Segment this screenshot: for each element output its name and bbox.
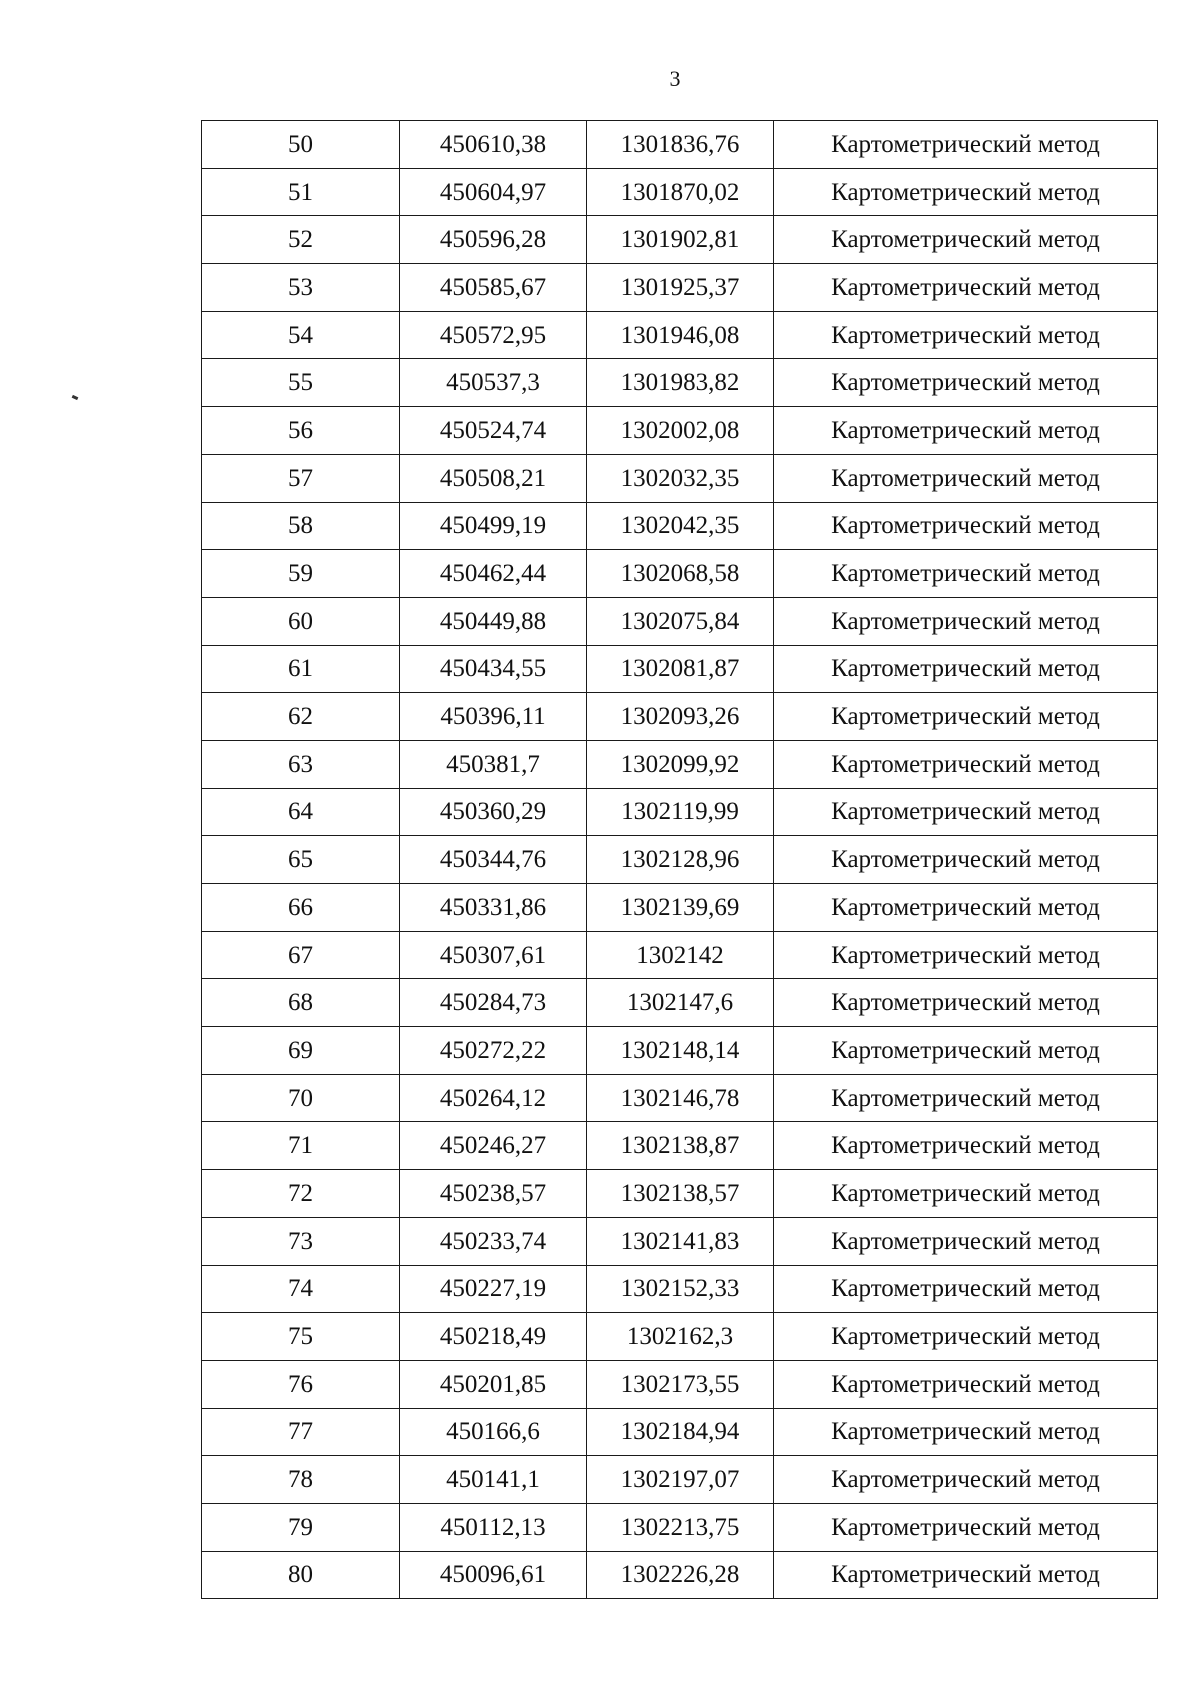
table-row bbox=[202, 1360, 1158, 1408]
x-coordinate-cell: 450604,97 bbox=[400, 168, 587, 216]
method-cell: Картометрический метод bbox=[774, 502, 1158, 550]
y-coordinate-cell: 1302142 bbox=[587, 931, 774, 979]
y-coordinate-cell: 1301925,37 bbox=[587, 264, 774, 312]
y-coordinate-cell: 1302147,6 bbox=[587, 979, 774, 1027]
x-coordinate-cell: 450264,12 bbox=[400, 1074, 587, 1122]
page-number: 3 bbox=[669, 66, 681, 91]
point-number-cell: 66 bbox=[202, 884, 400, 932]
x-coordinate-cell: 450449,88 bbox=[400, 597, 587, 645]
y-coordinate-cell: 1301870,02 bbox=[587, 168, 774, 216]
point-number-cell: 57 bbox=[202, 454, 400, 502]
table-row bbox=[202, 1265, 1158, 1313]
x-coordinate-cell: 450381,7 bbox=[400, 740, 587, 788]
point-number-cell: 56 bbox=[202, 407, 400, 455]
table-row bbox=[202, 550, 1158, 598]
point-number-cell: 78 bbox=[202, 1456, 400, 1504]
point-number-cell: 64 bbox=[202, 788, 400, 836]
y-coordinate-cell: 1302148,14 bbox=[587, 1027, 774, 1075]
point-number-cell: 53 bbox=[202, 264, 400, 312]
method-cell: Картометрический метод bbox=[774, 979, 1158, 1027]
table-row bbox=[202, 168, 1158, 216]
method-cell: Картометрический метод bbox=[774, 550, 1158, 598]
method-cell: Картометрический метод bbox=[774, 788, 1158, 836]
point-number-cell: 50 bbox=[202, 121, 400, 169]
y-coordinate-cell: 1302152,33 bbox=[587, 1265, 774, 1313]
point-number-cell: 61 bbox=[202, 645, 400, 693]
x-coordinate-cell: 450284,73 bbox=[400, 979, 587, 1027]
table-row bbox=[202, 1027, 1158, 1075]
x-coordinate-cell: 450246,27 bbox=[400, 1122, 587, 1170]
method-cell: Картометрический метод bbox=[774, 1313, 1158, 1361]
point-number-cell: 52 bbox=[202, 216, 400, 264]
table-row bbox=[202, 1503, 1158, 1551]
x-coordinate-cell: 450462,44 bbox=[400, 550, 587, 598]
scan-speck bbox=[72, 395, 79, 400]
table-row bbox=[202, 740, 1158, 788]
method-cell: Картометрический метод bbox=[774, 1074, 1158, 1122]
method-cell: Картометрический метод bbox=[774, 836, 1158, 884]
table-row bbox=[202, 121, 1158, 169]
point-number-cell: 79 bbox=[202, 1503, 400, 1551]
method-cell: Картометрический метод bbox=[774, 1170, 1158, 1218]
point-number-cell: 60 bbox=[202, 597, 400, 645]
coordinates-table-body bbox=[202, 121, 1158, 1599]
y-coordinate-cell: 1302162,3 bbox=[587, 1313, 774, 1361]
table-row bbox=[202, 454, 1158, 502]
point-number-cell: 68 bbox=[202, 979, 400, 1027]
point-number-cell: 70 bbox=[202, 1074, 400, 1122]
method-cell: Картометрический метод bbox=[774, 1551, 1158, 1599]
table-row bbox=[202, 359, 1158, 407]
point-number-cell: 55 bbox=[202, 359, 400, 407]
x-coordinate-cell: 450524,74 bbox=[400, 407, 587, 455]
table-row bbox=[202, 1074, 1158, 1122]
method-cell: Картометрический метод bbox=[774, 1027, 1158, 1075]
method-cell: Картометрический метод bbox=[774, 1360, 1158, 1408]
table-row bbox=[202, 407, 1158, 455]
x-coordinate-cell: 450396,11 bbox=[400, 693, 587, 741]
y-coordinate-cell: 1302141,83 bbox=[587, 1217, 774, 1265]
x-coordinate-cell: 450508,21 bbox=[400, 454, 587, 502]
y-coordinate-cell: 1302226,28 bbox=[587, 1551, 774, 1599]
x-coordinate-cell: 450166,6 bbox=[400, 1408, 587, 1456]
point-number-cell: 75 bbox=[202, 1313, 400, 1361]
method-cell: Картометрический метод bbox=[774, 645, 1158, 693]
method-cell: Картометрический метод bbox=[774, 693, 1158, 741]
y-coordinate-cell: 1301946,08 bbox=[587, 311, 774, 359]
y-coordinate-cell: 1302146,78 bbox=[587, 1074, 774, 1122]
x-coordinate-cell: 450331,86 bbox=[400, 884, 587, 932]
method-cell: Картометрический метод bbox=[774, 1503, 1158, 1551]
table-row bbox=[202, 1217, 1158, 1265]
point-number-cell: 63 bbox=[202, 740, 400, 788]
y-coordinate-cell: 1301902,81 bbox=[587, 216, 774, 264]
point-number-cell: 74 bbox=[202, 1265, 400, 1313]
method-cell: Картометрический метод bbox=[774, 597, 1158, 645]
x-coordinate-cell: 450201,85 bbox=[400, 1360, 587, 1408]
table-row bbox=[202, 1551, 1158, 1599]
method-cell: Картометрический метод bbox=[774, 168, 1158, 216]
point-number-cell: 73 bbox=[202, 1217, 400, 1265]
y-coordinate-cell: 1302138,57 bbox=[587, 1170, 774, 1218]
table-row bbox=[202, 1313, 1158, 1361]
table-row bbox=[202, 1170, 1158, 1218]
method-cell: Картометрический метод bbox=[774, 1456, 1158, 1504]
point-number-cell: 62 bbox=[202, 693, 400, 741]
point-number-cell: 67 bbox=[202, 931, 400, 979]
x-coordinate-cell: 450238,57 bbox=[400, 1170, 587, 1218]
x-coordinate-cell: 450344,76 bbox=[400, 836, 587, 884]
point-number-cell: 54 bbox=[202, 311, 400, 359]
point-number-cell: 51 bbox=[202, 168, 400, 216]
y-coordinate-cell: 1302173,55 bbox=[587, 1360, 774, 1408]
table-row bbox=[202, 979, 1158, 1027]
point-number-cell: 80 bbox=[202, 1551, 400, 1599]
x-coordinate-cell: 450499,19 bbox=[400, 502, 587, 550]
method-cell: Картометрический метод bbox=[774, 264, 1158, 312]
y-coordinate-cell: 1302119,99 bbox=[587, 788, 774, 836]
point-number-cell: 71 bbox=[202, 1122, 400, 1170]
table-row bbox=[202, 884, 1158, 932]
x-coordinate-cell: 450596,28 bbox=[400, 216, 587, 264]
point-number-cell: 76 bbox=[202, 1360, 400, 1408]
y-coordinate-cell: 1302213,75 bbox=[587, 1503, 774, 1551]
method-cell: Картометрический метод bbox=[774, 1408, 1158, 1456]
x-coordinate-cell: 450537,3 bbox=[400, 359, 587, 407]
y-coordinate-cell: 1302197,07 bbox=[587, 1456, 774, 1504]
x-coordinate-cell: 450434,55 bbox=[400, 645, 587, 693]
y-coordinate-cell: 1302032,35 bbox=[587, 454, 774, 502]
x-coordinate-cell: 450272,22 bbox=[400, 1027, 587, 1075]
x-coordinate-cell: 450360,29 bbox=[400, 788, 587, 836]
method-cell: Картометрический метод bbox=[774, 740, 1158, 788]
x-coordinate-cell: 450227,19 bbox=[400, 1265, 587, 1313]
table-row bbox=[202, 264, 1158, 312]
method-cell: Картометрический метод bbox=[774, 407, 1158, 455]
y-coordinate-cell: 1302184,94 bbox=[587, 1408, 774, 1456]
method-cell: Картометрический метод bbox=[774, 931, 1158, 979]
method-cell: Картометрический метод bbox=[774, 884, 1158, 932]
table-row bbox=[202, 1456, 1158, 1504]
x-coordinate-cell: 450141,1 bbox=[400, 1456, 587, 1504]
table-row bbox=[202, 216, 1158, 264]
y-coordinate-cell: 1302042,35 bbox=[587, 502, 774, 550]
y-coordinate-cell: 1302002,08 bbox=[587, 407, 774, 455]
y-coordinate-cell: 1302138,87 bbox=[587, 1122, 774, 1170]
coordinates-table bbox=[201, 120, 1158, 1599]
y-coordinate-cell: 1302128,96 bbox=[587, 836, 774, 884]
x-coordinate-cell: 450112,13 bbox=[400, 1503, 587, 1551]
table-row bbox=[202, 693, 1158, 741]
method-cell: Картометрический метод bbox=[774, 359, 1158, 407]
point-number-cell: 58 bbox=[202, 502, 400, 550]
point-number-cell: 59 bbox=[202, 550, 400, 598]
x-coordinate-cell: 450218,49 bbox=[400, 1313, 587, 1361]
y-coordinate-cell: 1302075,84 bbox=[587, 597, 774, 645]
y-coordinate-cell: 1301836,76 bbox=[587, 121, 774, 169]
table-row bbox=[202, 1408, 1158, 1456]
table-row bbox=[202, 311, 1158, 359]
table-row bbox=[202, 836, 1158, 884]
method-cell: Картометрический метод bbox=[774, 1265, 1158, 1313]
x-coordinate-cell: 450585,67 bbox=[400, 264, 587, 312]
x-coordinate-cell: 450572,95 bbox=[400, 311, 587, 359]
method-cell: Картометрический метод bbox=[774, 216, 1158, 264]
method-cell: Картометрический метод bbox=[774, 454, 1158, 502]
method-cell: Картометрический метод bbox=[774, 311, 1158, 359]
y-coordinate-cell: 1302093,26 bbox=[587, 693, 774, 741]
method-cell: Картометрический метод bbox=[774, 1217, 1158, 1265]
method-cell: Картометрический метод bbox=[774, 1122, 1158, 1170]
table-row bbox=[202, 597, 1158, 645]
method-cell: Картометрический метод bbox=[774, 121, 1158, 169]
table-row bbox=[202, 931, 1158, 979]
y-coordinate-cell: 1302081,87 bbox=[587, 645, 774, 693]
table-row bbox=[202, 645, 1158, 693]
y-coordinate-cell: 1302068,58 bbox=[587, 550, 774, 598]
table-row bbox=[202, 788, 1158, 836]
point-number-cell: 77 bbox=[202, 1408, 400, 1456]
y-coordinate-cell: 1301983,82 bbox=[587, 359, 774, 407]
y-coordinate-cell: 1302139,69 bbox=[587, 884, 774, 932]
x-coordinate-cell: 450233,74 bbox=[400, 1217, 587, 1265]
x-coordinate-cell: 450307,61 bbox=[400, 931, 587, 979]
point-number-cell: 69 bbox=[202, 1027, 400, 1075]
table-row bbox=[202, 1122, 1158, 1170]
table-row bbox=[202, 502, 1158, 550]
point-number-cell: 72 bbox=[202, 1170, 400, 1218]
y-coordinate-cell: 1302099,92 bbox=[587, 740, 774, 788]
x-coordinate-cell: 450610,38 bbox=[400, 121, 587, 169]
x-coordinate-cell: 450096,61 bbox=[400, 1551, 587, 1599]
point-number-cell: 65 bbox=[202, 836, 400, 884]
